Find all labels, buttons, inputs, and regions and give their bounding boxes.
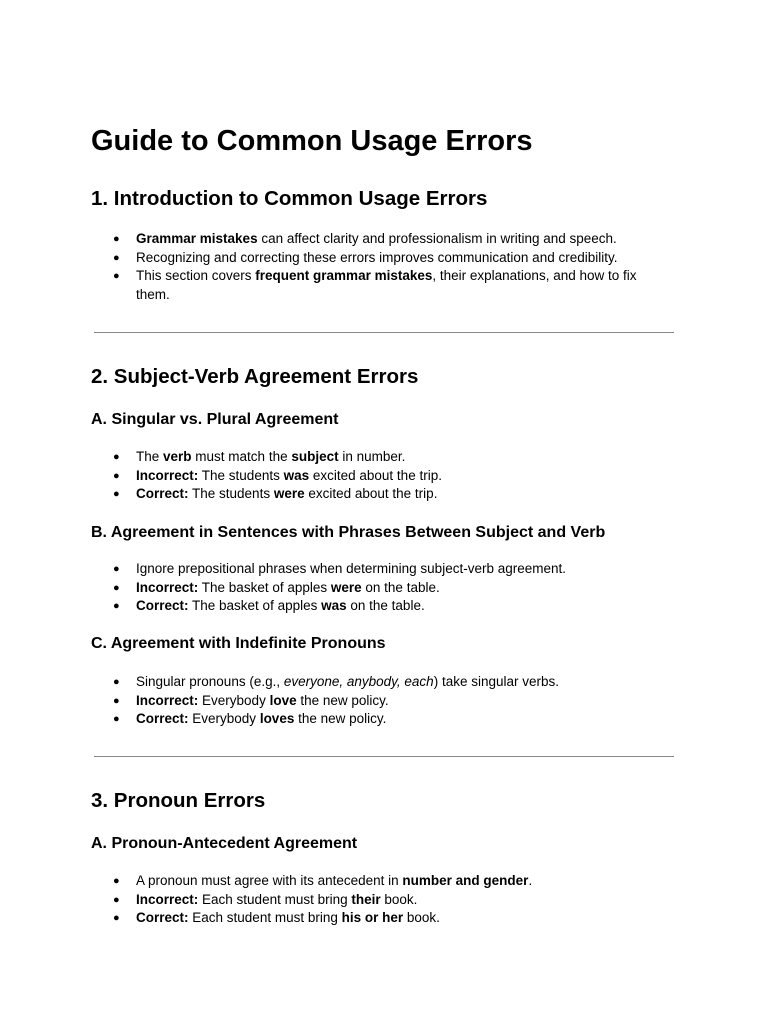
section-divider — [94, 756, 674, 757]
section-divider — [94, 332, 674, 333]
subheading-phrases-between: B. Agreement in Sentences with Phrases Between Subject and Verb — [91, 524, 606, 541]
list-item: ● Incorrect: The students was excited about the trip. — [91, 467, 656, 486]
list-item: ● Singular pronouns (e.g., everyone, anybody, each) take singular verbs. — [91, 673, 656, 692]
bullet-icon: ● — [113, 488, 120, 501]
phrases-between-bullet-list — [91, 560, 656, 616]
bullet-icon: ● — [113, 893, 120, 906]
subheading-pronoun-antecedent: A. Pronoun-Antecedent Agreement — [91, 835, 358, 852]
list-item: ● Incorrect: Each student must bring their book. — [91, 891, 656, 910]
pronoun-antecedent-bullet-list — [91, 872, 656, 928]
subheading-indefinite-pronouns: C. Agreement with Indefinite Pronouns — [91, 635, 386, 652]
list-item: ● A pronoun must agree with its antecedent in number and gender. — [91, 872, 656, 891]
page-title: Guide to Common Usage Errors — [91, 125, 533, 157]
list-item: ● Correct: Each student must bring his or her book. — [91, 909, 656, 928]
list-item: ● Grammar mistakes can affect clarity and professionalism in writing and speech. — [91, 230, 656, 249]
list-item: ● Correct: The students were excited about the trip. — [91, 485, 656, 504]
bullet-icon: ● — [113, 676, 120, 688]
singular-plural-bullet-list — [91, 448, 656, 504]
intro-bullet-list — [91, 230, 656, 305]
bullet-icon: ● — [113, 581, 120, 594]
list-item: ● This section covers frequent grammar mistakes, their explanations, and how to fix them. — [113, 268, 637, 303]
list-item: ● Incorrect: The basket of apples were on the table. — [91, 579, 656, 598]
bullet-icon: ● — [113, 469, 120, 482]
indefinite-pronouns-bullet-list — [91, 673, 656, 729]
bullet-icon: ● — [113, 233, 120, 245]
list-item: ● Ignore prepositional phrases when determining subject-verb agreement. — [91, 560, 656, 579]
list-item: ● Recognizing and correcting these errors improves communication and credibility. — [91, 249, 656, 268]
list-item: ● Incorrect: Everybody love the new policy. — [91, 692, 656, 711]
bullet-icon: ● — [113, 912, 120, 925]
bullet-icon: ● — [113, 251, 120, 264]
bullet-icon: ● — [113, 600, 120, 613]
section-heading-subject-verb: 2. Subject-Verb Agreement Errors — [91, 365, 419, 388]
bullet-icon: ● — [113, 694, 120, 707]
section-heading-introduction: 1. Introduction to Common Usage Errors — [91, 187, 488, 210]
list-item: ● Correct: Everybody loves the new policy. — [91, 710, 656, 729]
list-item: ● The verb must match the subject in number. — [91, 448, 656, 467]
bullet-icon: ● — [113, 270, 120, 283]
section-heading-pronoun-errors: 3. Pronoun Errors — [91, 789, 266, 812]
bullet-icon: ● — [113, 451, 120, 463]
bullet-icon: ● — [113, 875, 120, 887]
bullet-icon: ● — [113, 713, 120, 726]
subheading-singular-plural: A. Singular vs. Plural Agreement — [91, 411, 339, 428]
bullet-icon: ● — [113, 563, 120, 575]
list-item: ● Correct: The basket of apples was on the table. — [91, 597, 656, 616]
